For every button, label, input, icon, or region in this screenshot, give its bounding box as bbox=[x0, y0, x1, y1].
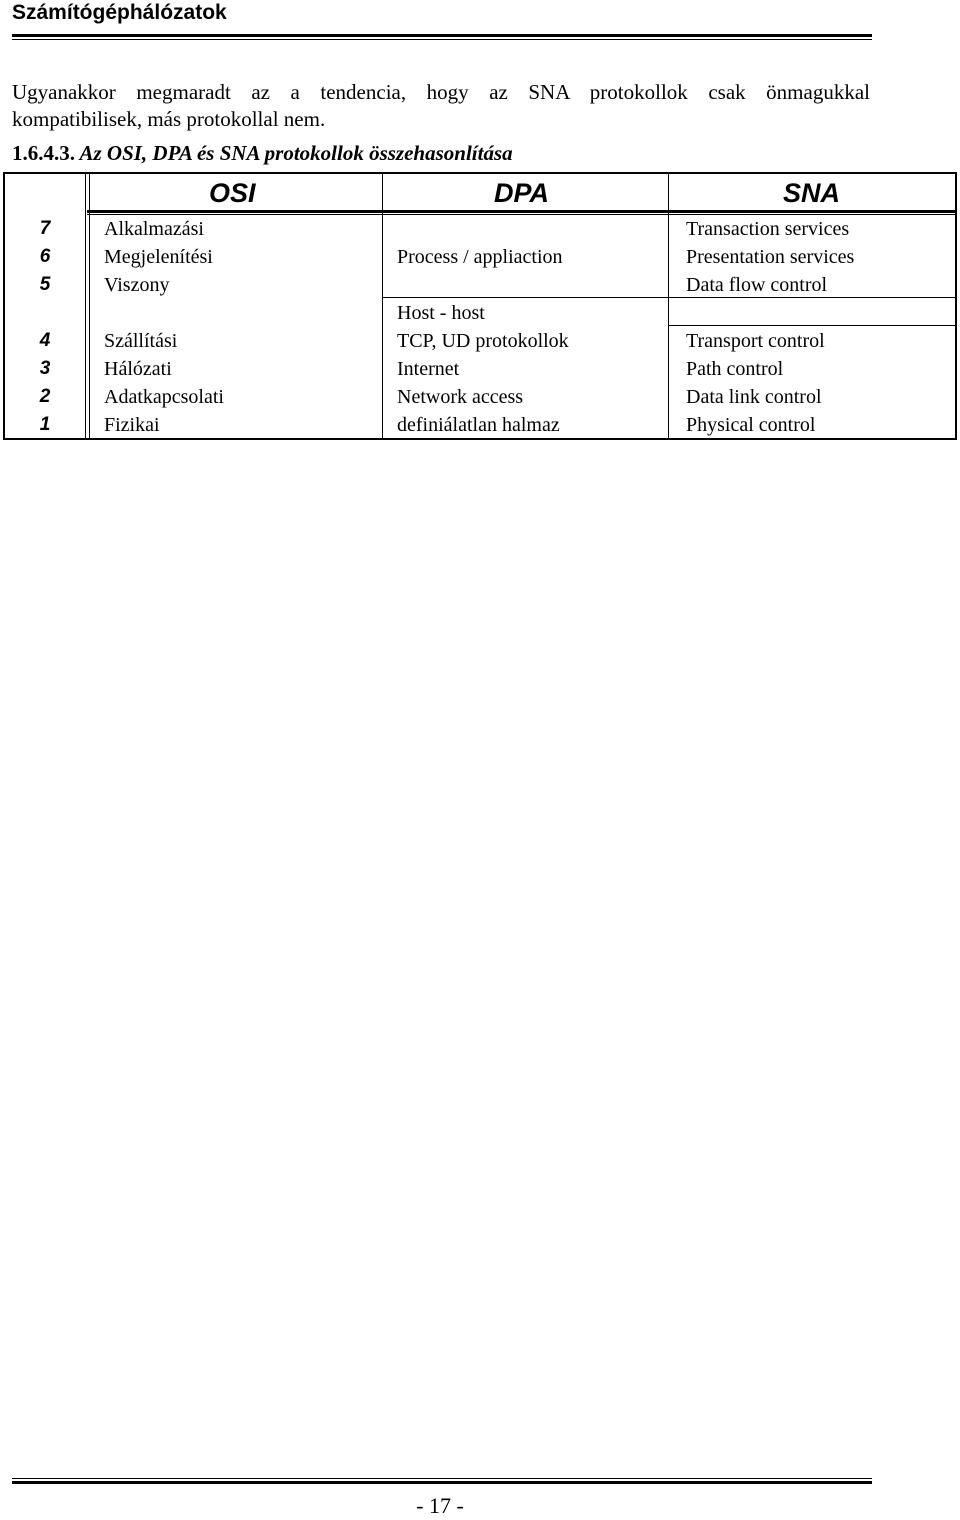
protocol-comparison-table bbox=[3, 172, 957, 440]
running-head: Számítógéphálózatok bbox=[12, 1, 227, 24]
section-heading bbox=[12, 139, 513, 167]
dpa-block-rule bbox=[382, 297, 955, 298]
dpa-layer: definiálatlan halmaz bbox=[397, 414, 560, 436]
level-number: 1 bbox=[39, 414, 51, 435]
dpa-layer: Host - host bbox=[397, 302, 485, 324]
sna-layer: Physical control bbox=[686, 414, 816, 436]
sna-layer: Data flow control bbox=[686, 274, 828, 296]
sna-block-rule bbox=[668, 325, 955, 326]
section-title: Az OSI, DPA és SNA protokollok összehasonlítása bbox=[79, 141, 513, 165]
table-header-rule bbox=[87, 210, 955, 213]
header-dpa: DPA bbox=[494, 178, 550, 208]
sna-layer: Transaction services bbox=[686, 218, 850, 240]
osi-layer: Adatkapcsolati bbox=[104, 386, 224, 408]
osi-layer: Alkalmazási bbox=[104, 218, 204, 240]
dpa-layer: TCP, UD protokollok bbox=[397, 330, 569, 352]
paragraph-line-1: Ugyanakkor megmaradt az a tendencia, hogy az SNA protokollok csak önmagukkal bbox=[12, 80, 870, 104]
dpa-layer: Internet bbox=[397, 358, 460, 380]
osi-layer: Fizikai bbox=[104, 414, 160, 436]
level-number: 7 bbox=[39, 218, 51, 239]
sna-layer: Presentation services bbox=[686, 246, 855, 268]
osi-layer: Hálózati bbox=[104, 358, 172, 380]
header-rule bbox=[12, 34, 872, 40]
osi-layer: Szállítási bbox=[104, 330, 178, 352]
level-number: 4 bbox=[39, 330, 51, 351]
page-number: - 17 - bbox=[416, 1493, 464, 1518]
dpa-layer: Process / appliaction bbox=[397, 246, 563, 268]
dpa-layer: Network access bbox=[397, 386, 524, 408]
sna-layer: Path control bbox=[686, 358, 784, 380]
level-number: 3 bbox=[39, 358, 51, 379]
osi-layer: Megjelenítési bbox=[104, 246, 213, 268]
osi-layer: Viszony bbox=[104, 274, 170, 296]
header-osi: OSI bbox=[209, 178, 256, 208]
header-sna: SNA bbox=[783, 178, 841, 208]
sna-layer: Data link control bbox=[686, 386, 822, 408]
sna-layer: Transport control bbox=[686, 330, 825, 352]
section-number: 1.6.4.3. bbox=[12, 141, 75, 165]
footer-rule bbox=[12, 1478, 872, 1484]
intro-paragraph bbox=[12, 79, 870, 133]
paragraph-line-2: kompatibilisek, más protokollal nem. bbox=[12, 107, 326, 131]
level-number: 2 bbox=[39, 386, 51, 407]
level-number: 5 bbox=[39, 274, 51, 295]
table-divider bbox=[85, 174, 86, 438]
level-number: 6 bbox=[39, 246, 51, 267]
